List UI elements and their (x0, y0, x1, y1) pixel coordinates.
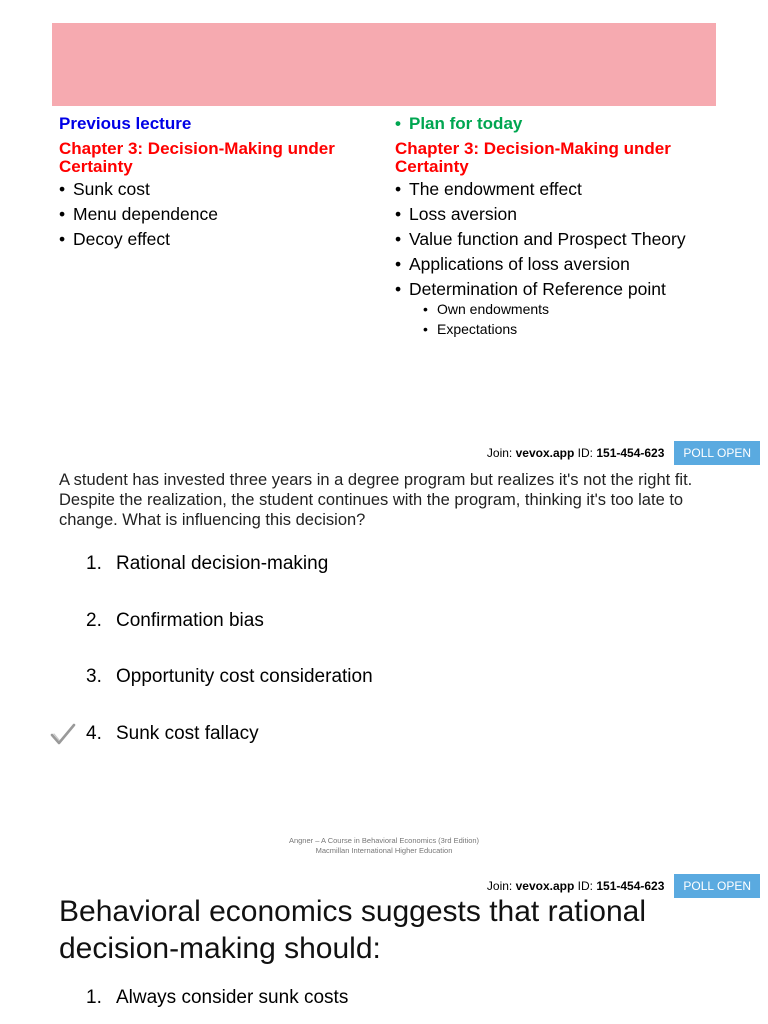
poll-open-button[interactable]: POLL OPEN (674, 874, 760, 898)
join-info (487, 446, 665, 460)
answer-option[interactable] (86, 665, 373, 722)
option-label: Sunk cost fallacy (116, 722, 259, 744)
list-item: • Value function and Prospect Theory (395, 230, 725, 249)
previous-topics-list (59, 180, 379, 249)
reference-point-sublist (423, 300, 725, 339)
question-title: Behavioral economics suggests that rational decision-making should: (59, 895, 646, 965)
option-number: 1. (86, 987, 102, 1008)
previous-lecture-column (59, 114, 379, 255)
list-item-label: Determination of Reference point (409, 279, 666, 299)
citation-footer (0, 836, 768, 856)
list-item: • Menu dependence (59, 205, 379, 224)
id-label: ID: (577, 446, 593, 460)
poll-id: 151-454-623 (596, 879, 665, 893)
citation-line: Angner – A Course in Behavioral Economics (3rd Edition) (288, 836, 480, 845)
join-label: Join: (486, 446, 513, 460)
list-item: • Sunk cost (59, 180, 379, 199)
list-item: • The endowment effect (395, 180, 725, 199)
option-label: Opportunity cost consideration (116, 666, 373, 687)
join-info (487, 879, 665, 893)
id-label: ID: (577, 879, 593, 893)
list-item (395, 280, 725, 339)
list-item: • Loss aversion (395, 205, 725, 224)
previous-chapter-heading: Chapter 3: Decision-Making under Certainty (59, 139, 335, 176)
answer-option[interactable] (86, 609, 373, 666)
poll-open-button[interactable]: POLL OPEN (674, 441, 760, 465)
question-text: A student has invested three years in a degree program but realizes it's not the right fit. Despite the realization, the student continues with the program, thinking it's too late to change. What is influencing this decision? (59, 471, 693, 529)
option-number: 3. (86, 666, 102, 687)
previous-lecture-heading: Previous lecture (59, 114, 192, 133)
join-bar (487, 441, 760, 465)
sub-list-item: • Own endowments (423, 300, 725, 319)
answer-options (86, 986, 348, 1010)
answer-option[interactable] (86, 986, 348, 1010)
option-label: Confirmation bias (116, 609, 264, 631)
join-site[interactable]: vevox.app (515, 879, 575, 893)
join-site[interactable]: vevox.app (515, 446, 575, 460)
answer-option[interactable] (86, 552, 373, 609)
citation-line: Macmillan International Higher Education (315, 846, 453, 855)
plan-chapter-heading: Chapter 3: Decision-Making under Certainty (395, 139, 671, 176)
option-number: 4. (86, 722, 102, 744)
title-banner (52, 23, 716, 106)
list-item: • Applications of loss aversion (395, 255, 725, 274)
join-label: Join: (486, 879, 513, 893)
option-number: 2. (86, 609, 102, 631)
plan-heading: • Plan for today (395, 114, 725, 134)
sub-list-item: • Expectations (423, 320, 725, 339)
plan-topics-list (395, 180, 725, 339)
answer-option-correct[interactable] (86, 722, 373, 779)
option-number: 1. (86, 553, 102, 574)
plan-column (395, 114, 725, 345)
list-item: • Decoy effect (59, 230, 379, 249)
option-label: Always consider sunk costs (116, 987, 349, 1008)
answer-options (86, 552, 373, 778)
checkmark-icon (50, 722, 76, 746)
poll-id: 151-454-623 (596, 446, 665, 460)
option-label: Rational decision-making (116, 553, 329, 574)
